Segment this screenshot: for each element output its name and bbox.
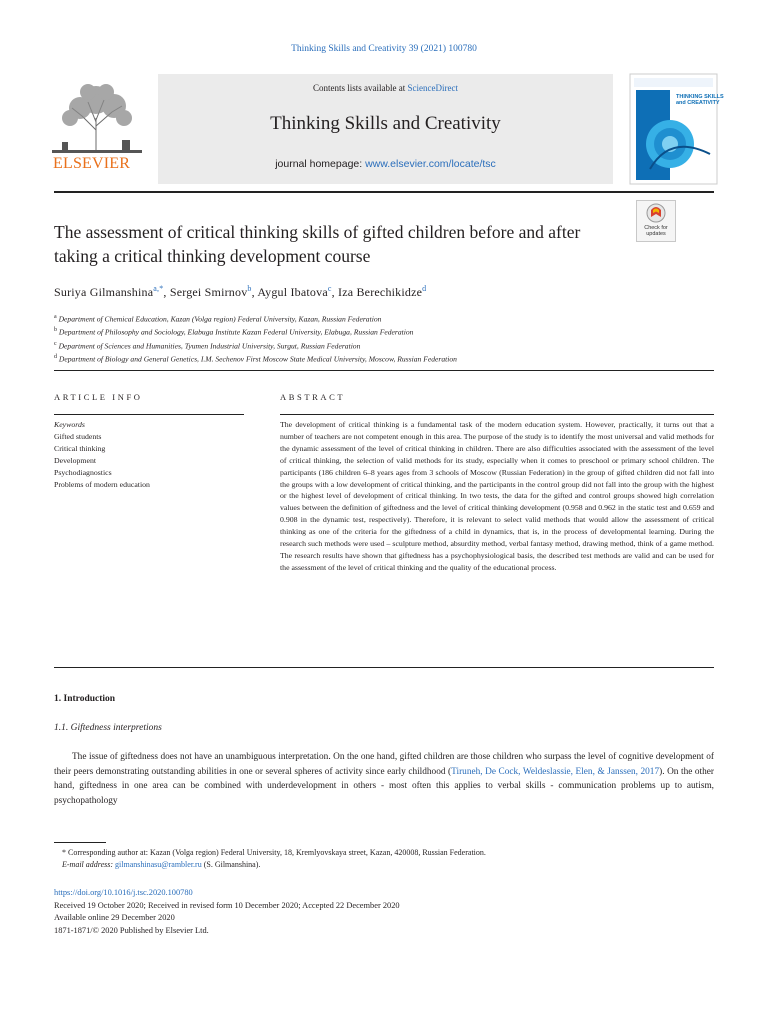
affiliation-text: Department of Chemical Education, Kazan (Volga region) Federal University, Kazan, Russian Federation <box>58 314 382 324</box>
homepage-line <box>158 158 613 170</box>
elsevier-wordmark: ELSEVIER <box>53 155 131 172</box>
email-label: E-mail address: <box>62 860 116 869</box>
affiliation-item <box>54 312 714 325</box>
available-online: Available online 29 December 2020 <box>54 913 175 923</box>
keyword-item: Critical thinking <box>54 443 106 453</box>
author-affil-marker[interactable]: a,* <box>153 284 164 293</box>
article-title: The assessment of critical thinking skills of gifted children before and after taking a critical thinking development course <box>54 222 581 266</box>
keywords-label: Keywords <box>54 420 85 429</box>
affiliation-mark: b <box>54 327 57 334</box>
journal-cover-image <box>630 74 724 184</box>
check-for-updates-label: Check for updates <box>644 225 668 237</box>
affiliation-text: Department of Sciences and Humanities, Tyumen Industrial University, Surgut, Russian Federation <box>58 341 361 351</box>
author-name[interactable]: Suriya Gilmanshina <box>54 285 154 299</box>
article-info-heading: ARTICLE INFO <box>54 392 143 402</box>
contents-prefix: Contents lists available at <box>313 83 408 93</box>
affiliation-mark: d <box>54 353 57 360</box>
author-separator: , <box>163 285 170 299</box>
author-name[interactable]: Aygul Ibatova <box>257 285 328 299</box>
affiliation-mark: c <box>54 340 57 347</box>
author-separator: , <box>331 285 339 299</box>
keyword-item: Gifted students <box>54 431 102 441</box>
keyword-item: Psychodiagnostics <box>54 467 112 477</box>
affiliation-text: Department of Philosophy and Sociology, Elabuga Institute Kazan Federal University, Elabuga, Russian Federation <box>58 327 414 337</box>
sciencedirect-link[interactable]: ScienceDirect <box>407 83 458 93</box>
affiliation-item <box>54 325 714 338</box>
author-list <box>54 284 714 300</box>
received-dates: Received 19 October 2020; Received in revised form 10 December 2020; Accepted 22 December 2020 <box>54 900 400 910</box>
abstract-heading: ABSTRACT <box>280 392 346 402</box>
author-separator: , <box>251 285 258 299</box>
email-line <box>62 859 714 871</box>
corresponding-author-note <box>62 847 714 859</box>
check-for-updates-icon <box>637 201 675 225</box>
citation-link[interactable]: Tiruneh, De Cock, Weldeslassie, Elen, & Janssen, 2017 <box>451 766 660 777</box>
intro-text-start: The issue of giftedness does not have an unambiguous interpretation. On the one hand, gifted children are those children who surpass the level of cognitive development of their peers demonstrating outstanding abilities in one or several spheres of activity since early childhood ( <box>54 752 714 777</box>
publication-info <box>54 887 714 937</box>
footnote-mark: * <box>62 848 66 857</box>
footnote-rule <box>54 842 106 843</box>
article-info-rule <box>54 414 244 415</box>
affiliation-mark: a <box>54 314 57 320</box>
email-suffix: (S. Gilmanshina). <box>201 860 261 869</box>
doi-link[interactable]: https://doi.org/10.1016/j.tsc.2020.100780 <box>54 888 193 897</box>
svg-text:THINKING SKILLS: THINKING SKILLS <box>676 94 724 100</box>
affiliation-item <box>54 339 714 352</box>
abstract-rule <box>280 414 714 415</box>
author-affil-marker[interactable]: c <box>327 284 332 293</box>
subsection-heading: 1.1. Giftedness interpretions <box>54 723 162 733</box>
footnote-block <box>54 847 714 871</box>
section-rule <box>54 370 714 371</box>
abstract-end-rule <box>54 667 714 668</box>
section-heading-introduction: 1. Introduction <box>54 694 116 704</box>
keywords-block <box>54 419 244 490</box>
affiliation-item <box>54 352 714 365</box>
contents-line <box>158 83 613 93</box>
affiliations <box>54 312 714 365</box>
keyword-item: Problems of modern education <box>54 479 150 489</box>
author-name[interactable]: Iza Berechikidze <box>338 285 423 299</box>
corresponding-text: Corresponding author at: Kazan (Volga region) Federal University, 18, Kremlyovskaya street, Kazan, 420008, Russian Federation. <box>66 848 486 857</box>
email-link[interactable]: gilmanshinasu@rambler.ru <box>115 860 202 869</box>
author-affil-marker[interactable]: d <box>422 284 427 293</box>
homepage-prefix: journal homepage: <box>275 158 366 170</box>
author-affil-marker[interactable]: b <box>247 284 252 293</box>
journal-title: Thinking Skills and Creativity <box>270 113 501 134</box>
homepage-link[interactable]: www.elsevier.com/locate/tsc <box>365 158 496 170</box>
copyright-line: 1871-1871/© 2020 Published by Elsevier Ltd. <box>54 925 209 935</box>
abstract-text: The development of critical thinking is a fundamental task of the modern education system. However, practically, it turns out that a number of teachers are not competent enough in this area. The purpose of the study is to identify the most universal and valid methods for the dynamic assessment of the level of critical thinking in children. There are also difficulties associated with the assessment of the level of critical thinking, the selection of valid methods for its study, especially when it comes to preschool or primary school children. The participants (186 children 6–8 years ages from 3 schools of Moscow (Russian Federation) in the group of gifted children did not fall into the groups with a low development of critical thinking, and the participants in the control group did not fall into the group with the highest or the highest level of development of critical thinking. In two tests, the data for the gifted and control groups showed high correlation values between the definition of giftedness and the level of critical thinking development (0.958 and 0.962 in the static test and 0.659 and 0.908 in the dynamic test, respectively). Therefore, it is relevant to select valid methods that would allow the assessment of critical thinking as one of the criteria for the giftedness of a child in dynamics, that is, in the process of developmental learning. During the research such methods were used – sculpture method, absurdity method, verbal fantasy method, drawing method, think of a game method. The research results have shown that giftedness has a psychophysiological basis, the described test methods are valid and can be used for the assessment of the level of critical thinking and the quality of the educational process. <box>280 420 714 572</box>
affiliation-text: Department of Biology and General Genetics, I.M. Sechenov First Moscow State Medical University, Moscow, Russian Federation <box>58 354 457 364</box>
intro-text-end: ). On the other hand, giftedness in one area can be combined with underdevelopment in others - most often this applies to verbal skills - communication problems up to autism, psychopathology <box>54 766 715 806</box>
journal-reference[interactable]: Thinking Skills and Creativity 39 (2021) 100780 <box>291 44 477 54</box>
intro-paragraph <box>54 750 714 808</box>
author-name[interactable]: Sergei Smirnov <box>169 285 248 299</box>
check-for-updates-badge[interactable] <box>636 200 676 242</box>
svg-text:and CREATIVITY: and CREATIVITY <box>676 100 720 106</box>
header-rule <box>54 191 714 193</box>
keyword-item: Development <box>54 455 97 465</box>
